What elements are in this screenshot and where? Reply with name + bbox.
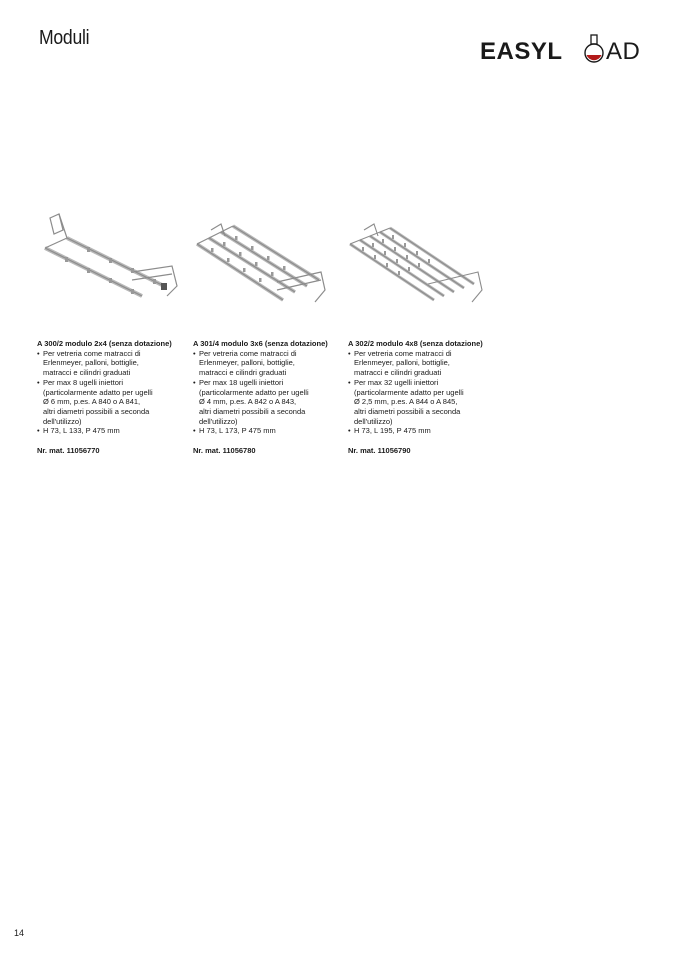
list-item xyxy=(37,426,187,436)
text-line: • Per max 32 ugelli iniettori xyxy=(354,377,439,387)
text-line: • H 73, L 195, P 475 mm xyxy=(354,426,431,436)
text-line: matracci e cilindri graduati xyxy=(199,368,287,378)
list-item xyxy=(193,378,343,427)
text-line: Ø 4 mm, p.es. A 842 o A 843, xyxy=(199,397,297,407)
list-item xyxy=(37,378,187,427)
page-number: 14 xyxy=(14,928,25,938)
product-title: A 301/4 modulo 3x6 (senza dotazione) xyxy=(193,339,328,348)
text-line: • H 73, L 133, P 475 mm xyxy=(43,426,120,436)
text-line: • Per max 18 ugelli iniettori xyxy=(199,377,284,387)
text-line: Ø 6 mm, p.es. A 840 o A 841, xyxy=(43,397,141,407)
text-line: matracci e cilindri graduati xyxy=(43,368,131,378)
flask-icon xyxy=(583,34,605,66)
feature-list xyxy=(348,349,498,436)
logo-bold-text: EASYL xyxy=(480,38,563,65)
product-description-a302 xyxy=(348,339,498,456)
text-line: dell'utilizzo) xyxy=(354,416,393,426)
list-item xyxy=(193,349,343,378)
module-4x8-image xyxy=(346,210,496,310)
list-item xyxy=(348,426,498,436)
list-item xyxy=(348,349,498,378)
material-number: Nr. mat. 11056780 xyxy=(193,446,256,456)
text-line: dell'utilizzo) xyxy=(199,416,238,426)
text-line: • Per vetreria come matracci di xyxy=(199,348,297,358)
text-line: • Per vetreria come matracci di xyxy=(354,348,452,358)
module-3x6-image xyxy=(191,210,341,310)
product-title: A 300/2 modulo 2x4 (senza dotazione) xyxy=(37,339,172,348)
product-description-a300 xyxy=(37,339,187,456)
text-line: altri diametri possibili a seconda xyxy=(354,406,461,416)
list-item xyxy=(348,378,498,427)
page-title: Moduli xyxy=(39,27,90,49)
material-number: Nr. mat. 11056790 xyxy=(348,446,411,456)
text-line: Ø 2,5 mm, p.es. A 844 o A 845, xyxy=(354,397,458,407)
text-line: • H 73, L 173, P 475 mm xyxy=(199,426,276,436)
text-line: • Per max 8 ugelli iniettori xyxy=(43,377,124,387)
product-description-a301 xyxy=(193,339,343,456)
product-title: A 302/2 modulo 4x8 (senza dotazione) xyxy=(348,339,483,348)
feature-list xyxy=(37,349,187,436)
text-line: matracci e cilindri graduati xyxy=(354,368,442,378)
text-line: • Per vetreria come matracci di xyxy=(43,348,141,358)
text-line: (particolarmente adatto per ugelli xyxy=(43,387,153,397)
text-line: altri diametri possibili a seconda xyxy=(43,406,150,416)
text-line: dell'utilizzo) xyxy=(43,416,82,426)
list-item xyxy=(193,426,343,436)
easyload-logo xyxy=(478,30,640,68)
list-item xyxy=(37,349,187,378)
module-2x4-image xyxy=(37,210,187,310)
material-number: Nr. mat. 11056770 xyxy=(37,446,100,456)
feature-list xyxy=(193,349,343,436)
text-line: Erlenmeyer, palloni, bottiglie, xyxy=(43,358,139,368)
logo-light-text: AD xyxy=(606,38,641,65)
text-line: (particolarmente adatto per ugelli xyxy=(354,387,464,397)
text-line: altri diametri possibili a seconda xyxy=(199,406,306,416)
text-line: Erlenmeyer, palloni, bottiglie, xyxy=(354,358,450,368)
text-line: Erlenmeyer, palloni, bottiglie, xyxy=(199,358,295,368)
text-line: (particolarmente adatto per ugelli xyxy=(199,387,309,397)
